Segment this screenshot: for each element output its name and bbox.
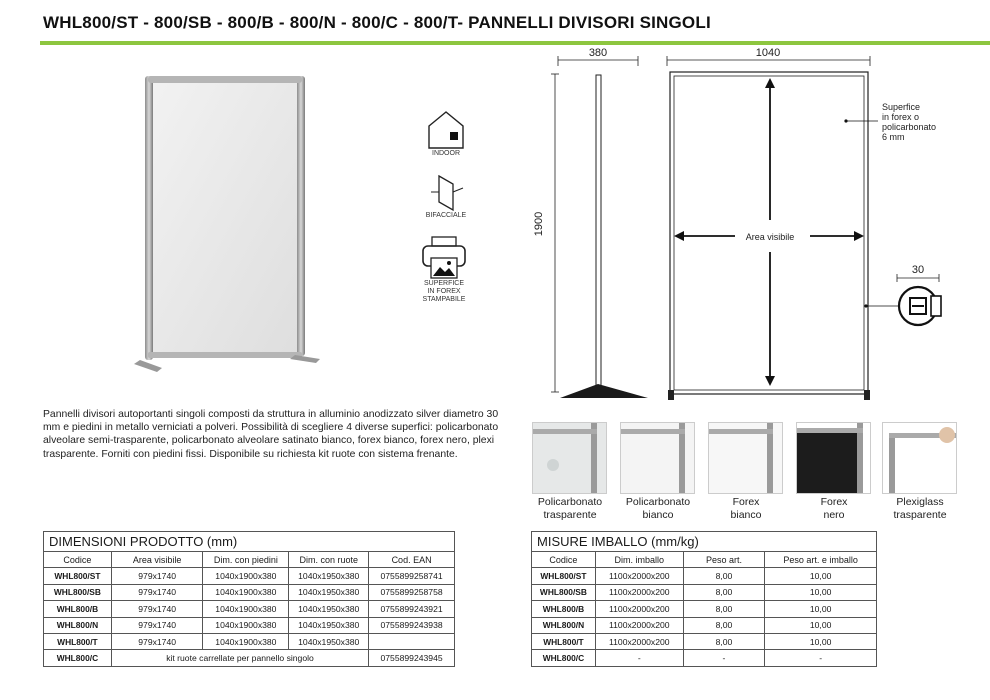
packaging-table-caption: MISURE IMBALLO (mm/kg) [532, 532, 877, 552]
printable-badge [414, 234, 474, 304]
dimensions-table-caption: DIMENSIONI PRODOTTO (mm) [44, 532, 455, 552]
table-row: WHL800/C - - - [532, 650, 877, 666]
swatch-label-policarbonato-bianco: Policarbonato bianco [625, 496, 691, 521]
table-row: WHL800/C kit ruote carrellate per pannello singolo 0755899243945 [44, 650, 455, 666]
printer-icon [419, 234, 469, 280]
dim-header-area: Area visibile [111, 552, 203, 568]
surface-note-line-2: in forex o [882, 112, 920, 122]
swatch-policarbonato-bianco [620, 422, 695, 494]
indoor-badge [416, 108, 476, 158]
dim-header-ruote: Dim. con ruote [289, 552, 369, 568]
swatch-plexiglass-trasparente [882, 422, 957, 494]
profile-diameter: 30 [911, 264, 925, 276]
table-row: WHL800/B 1100x2000x200 8,00 10,00 [532, 601, 877, 617]
swatch-label-forex-nero: Forex nero [820, 496, 848, 521]
double-sided-badge [416, 172, 476, 220]
packaging-table [531, 531, 877, 667]
dim-header-codice: Codice [44, 552, 112, 568]
table-row: WHL800/ST 979x1740 1040x1900x380 1040x1950x380 0755899258741 [44, 568, 455, 584]
icon-label-line-2: IN FOREX [427, 288, 461, 295]
visible-area-label: Area visibile [745, 232, 795, 242]
table-row: WHL800/N 1100x2000x200 8,00 10,00 [532, 617, 877, 633]
technical-drawing [520, 40, 990, 410]
side-foot [560, 384, 648, 398]
surface-note-line-1: Superfice [882, 102, 921, 112]
table-row: WHL800/T 979x1740 1040x1900x380 1040x1950x380 [44, 633, 455, 649]
icon-label-line-1: SUPERFICE [423, 280, 465, 287]
house-icon [423, 108, 469, 150]
icon-label: BIFACCIALE [425, 212, 467, 219]
page-title: WHL800/ST - 800/SB - 800/B - 800/N - 800/C - 800/T- PANNELLI DIVISORI SINGOLI [43, 13, 711, 32]
icon-label: INDOOR [432, 150, 460, 157]
pack-header-dim: Dim. imballo [595, 552, 683, 568]
dim-header-ean: Cod. EAN [369, 552, 455, 568]
double-sided-icon [423, 172, 469, 212]
table-row: WHL800/SB 979x1740 1040x1900x380 1040x1950x380 0755899258758 [44, 584, 455, 600]
profile-section-icon [864, 287, 941, 325]
pack-header-peso-imballo: Peso art. e imballo [765, 552, 877, 568]
dim-front-width: 1040 [755, 47, 781, 59]
dimensions-table [43, 531, 455, 667]
surface-note-line-4: 6 mm [882, 132, 905, 142]
swatch-label-policarbonato-trasparente: Policarbonato trasparente [537, 496, 603, 521]
icon-label-line-3: STAMPABILE [422, 296, 466, 303]
dim-header-piedini: Dim. con piedini [203, 552, 289, 568]
table-row: WHL800/B 979x1740 1040x1900x380 1040x1950x380 0755899243921 [44, 601, 455, 617]
surface-note-line-3: policarbonato [882, 122, 937, 132]
swatch-label-plexiglass-trasparente: Plexiglass trasparente [893, 496, 947, 521]
table-row: WHL800/T 1100x2000x200 8,00 10,00 [532, 633, 877, 649]
dim-height: 1900 [533, 211, 545, 237]
table-row: WHL800/ST 1100x2000x200 8,00 10,00 [532, 568, 877, 584]
swatch-forex-nero [796, 422, 871, 494]
product-photo [130, 70, 330, 380]
swatch-label-forex-bianco: Forex bianco [730, 496, 762, 521]
table-row: WHL800/N 979x1740 1040x1900x380 1040x1950x380 0755899243938 [44, 617, 455, 633]
product-description: Pannelli divisori autoportanti singoli composti da struttura in alluminio anodizzato silver diametro 30 mm e piedini in metallo verniciati a polveri. Possibilità di scegliere 4 diverse superfici: policarbonato alveolare semi-trasparente, policarbonato alveolare satinato bianco, forex bianco, forex nero, plexi trasparente. Forniti con piedini fissi. Disponibile su richiesta kit ruote con sistema frenante. [43, 409, 499, 460]
table-row: WHL800/SB 1100x2000x200 8,00 10,00 [532, 584, 877, 600]
dim-side-width: 380 [588, 47, 608, 59]
swatch-forex-bianco [708, 422, 783, 494]
pack-header-peso: Peso art. [683, 552, 765, 568]
swatch-policarbonato-trasparente [532, 422, 607, 494]
pack-header-codice: Codice [532, 552, 596, 568]
